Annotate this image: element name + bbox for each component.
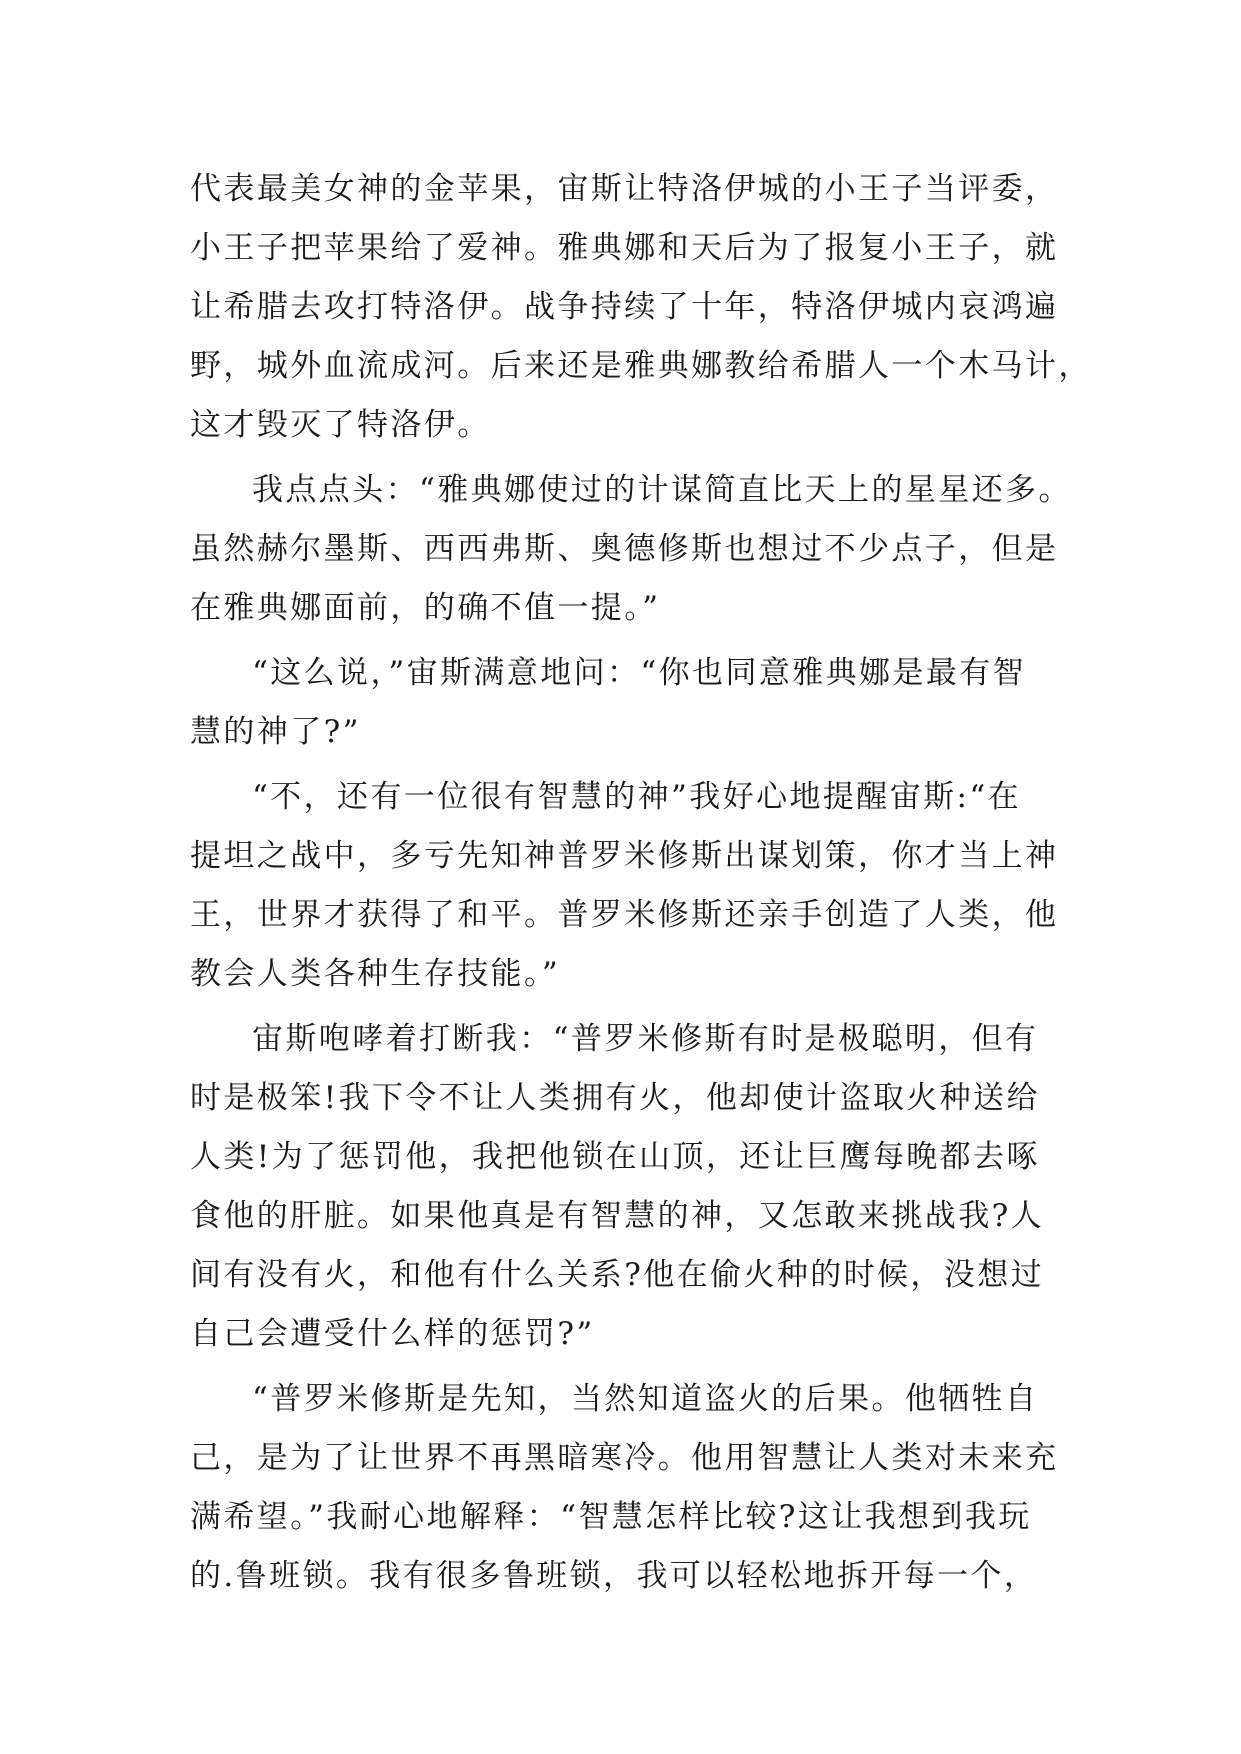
- text-line: 让希腊去攻打特洛伊。战争持续了十年，特洛伊城内哀鸿遍: [190, 289, 1059, 325]
- text-line: 满希望。”我耐心地解释：“智慧怎样比较?这让我想到我玩: [190, 1499, 1032, 1535]
- text-line: 这才毁灭了特洛伊。: [190, 407, 491, 443]
- paragraph: [190, 461, 1070, 638]
- text-line: 人类!为了惩罚他，我把他锁在山顶，还让巨鹰每晚都去啄: [190, 1139, 1040, 1175]
- text-line: 间有没有火，和他有什么关系?他在偷火种的时候，没想过: [190, 1257, 1045, 1293]
- text-line: 自己会遭受什么样的惩罚?”: [190, 1316, 595, 1352]
- paragraph: [190, 1370, 1070, 1606]
- text-line: 虽然赫尔墨斯、西西弗斯、奥德修斯也想过不少点子，但是: [190, 531, 1059, 567]
- paragraph: [190, 1010, 1070, 1364]
- text-line: 宙斯咆哮着打断我：“普罗米修斯有时是极聪明，但有: [252, 1021, 1039, 1057]
- body-text: [190, 160, 1092, 1606]
- text-line: 慧的神了?”: [190, 714, 361, 750]
- paragraph: [190, 644, 1070, 762]
- text-line: 教会人类各种生存技能。”: [190, 956, 561, 992]
- text-line: 野，城外血流成河。后来还是雅典娜教给希腊人一个木马计，: [190, 348, 1092, 384]
- text-line: 时是极笨!我下令不让人类拥有火，他却使计盗取火种送给: [190, 1080, 1040, 1116]
- text-line: 代表最美女神的金苹果，宙斯让特洛伊城的小王子当评委，: [190, 171, 1059, 207]
- text-line: “不，还有一位很有智慧的神”我好心地提醒宙斯:“在: [252, 779, 1021, 815]
- text-line: 食他的肝脏。如果他真是有智慧的神，又怎敢来挑战我?人: [190, 1198, 1045, 1234]
- text-line: 我点点头：“雅典娜使过的计谋简直比天上的星星还多。: [252, 472, 1072, 508]
- text-line: 的.鲁班锁。我有很多鲁班锁，我可以轻松地拆开每一个，: [190, 1558, 1038, 1594]
- text-line: 小王子把苹果给了爱神。雅典娜和天后为了报复小王子，就: [190, 230, 1059, 266]
- paragraph: [190, 160, 1092, 455]
- text-line: 在雅典娜面前，的确不值一提。”: [190, 590, 661, 626]
- text-line: “这么说，”宙斯满意地问：“你也同意雅典娜是最有智: [252, 655, 1027, 691]
- text-line: “普罗米修斯是先知，当然知道盗火的后果。他牺牲自: [252, 1381, 1039, 1417]
- text-line: 王，世界才获得了和平。普罗米修斯还亲手创造了人类，他: [190, 897, 1059, 933]
- paragraph: [190, 768, 1070, 1004]
- text-line: 己，是为了让世界不再黑暗寒冷。他用智慧让人类对未来充: [190, 1440, 1059, 1476]
- text-line: 提坦之战中，多亏先知神普罗米修斯出谋划策，你才当上神: [190, 838, 1059, 874]
